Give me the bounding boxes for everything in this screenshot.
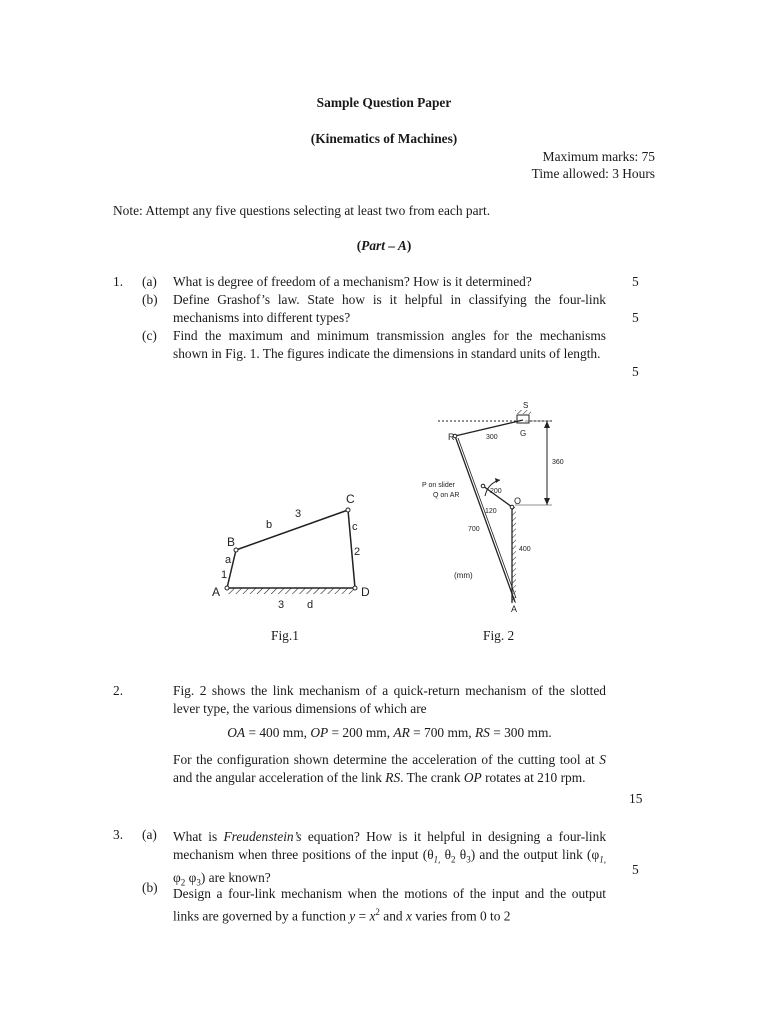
fig1-joint-d	[353, 586, 357, 590]
q1-number: 1.	[113, 274, 124, 289]
time-allowed: Time allowed: 3 Hours	[531, 166, 655, 181]
paper-title: Sample Question Paper	[316, 95, 452, 110]
q3a-marks: 5	[632, 862, 639, 877]
q2-number: 2.	[113, 683, 124, 698]
q2-dimensions: OA = 400 mm, OP = 200 mm, AR = 700 mm, RS = 300 mm.	[227, 725, 552, 740]
paper-subject: (Kinematics of Machines)	[310, 131, 458, 146]
q3a-text: What is Freudenstein’s equation? How is it helpful in designing a four-link mechanism when three positions of the input ($\theta_{1,}$ $\theta_2$ $\theta_3$) and the output link ($\varphi_{1,}$ $\varphi_2$ $\varphi_3$) are known?	[173, 829, 607, 888]
q1a-marks: 5	[632, 274, 639, 289]
q3b-label: (b)	[142, 880, 158, 895]
fig1-ground-hatch	[227, 588, 355, 594]
max-marks: Maximum marks: 75	[542, 149, 655, 164]
fig1-label-len-cd: 2	[354, 546, 361, 558]
fig2-label-a: A	[511, 604, 518, 614]
fig1-label-link-d: d	[307, 599, 314, 610]
fig2-label-300: 300	[486, 434, 498, 441]
fig2-label-120: 120	[485, 508, 497, 515]
fig1-joint-a	[225, 586, 229, 590]
fig2-label-pos1: P on slider	[422, 482, 455, 489]
part-a-heading: (Part – A)	[356, 238, 412, 253]
instructions-note: Note: Attempt any five questions selecting at least two from each part.	[113, 203, 491, 218]
q1b-marks: 5	[632, 310, 639, 325]
q2-body: For the configuration shown determine the acceleration of the cutting tool at S and the angular acceleration of the link RS. The crank OP rotates at 210 rpm.	[173, 752, 606, 785]
q1c-marks: 5	[632, 364, 639, 379]
fig2-label-360: 360	[552, 459, 564, 466]
fig2-label-unit: (mm)	[454, 571, 473, 580]
fig1-label-c: C	[346, 492, 355, 506]
fig2-slider-hatch	[515, 410, 531, 414]
fig2-ground-hatch	[512, 507, 516, 603]
fig2-label-r: R	[448, 432, 455, 442]
fig1-label-a: A	[212, 585, 221, 599]
q1b-text: Define Grashof’s law. State how is it helpful in classifying the four-link mechanisms into different types?	[173, 292, 606, 325]
fig2-label-g: G	[520, 429, 527, 438]
fig1-joint-c	[346, 508, 350, 512]
fig1-link-bc	[236, 510, 348, 550]
fig2-label-400: 400	[519, 546, 531, 553]
q3b-text: Design a four-link mechanism when the motions of the input and the output links are governed by a function $y = x^2$ and x varies from 0 to 2	[173, 886, 606, 924]
fig1-caption: Fig.1	[271, 628, 299, 643]
fig1-label-len-bc: 3	[295, 508, 302, 520]
fig2-joint-p	[481, 484, 485, 488]
q3-number: 3.	[113, 827, 124, 842]
fig2-slider	[517, 415, 529, 423]
fig2-dim-arrow-top	[544, 421, 550, 428]
q1c-text: Find the maximum and minimum transmission angles for the mechanisms shown in Fig. 1. The figures indicate the dimensions in standard units of length.	[173, 328, 606, 361]
fig2-label-o: O	[514, 496, 522, 506]
fig2-rotation-arrowhead	[495, 478, 500, 483]
fig2-dim-arrow-bottom	[544, 498, 550, 505]
figure-1-four-bar	[205, 490, 385, 610]
q1a-text: What is degree of freedom of a mechanism? How is it determined?	[173, 274, 532, 289]
fig1-label-len-ab: 1	[221, 569, 228, 581]
fig1-label-d: D	[361, 585, 370, 599]
q1c-label: (c)	[142, 328, 157, 343]
fig1-label-link-a: a	[225, 554, 232, 566]
fig2-label-pos2: Q on AR	[433, 492, 460, 499]
figure-2-quick-return	[420, 398, 570, 618]
fig1-label-b: B	[227, 535, 236, 549]
fig1-label-link-b: b	[266, 519, 273, 531]
fig2-caption: Fig. 2	[483, 628, 515, 643]
fig2-label-700: 700	[468, 526, 480, 533]
q1b-label: (b)	[142, 292, 158, 307]
q1a-label: (a)	[142, 274, 157, 289]
fig1-label-len-ad: 3	[278, 599, 285, 610]
fig2-label-200: 200	[490, 488, 502, 495]
q2-marks: 15	[629, 791, 643, 806]
fig1-label-link-c: c	[352, 521, 358, 533]
q3a-label: (a)	[142, 827, 157, 842]
q2-intro: Fig. 2 shows the link mechanism of a quick-return mechanism of the slotted lever type, the various dimensions of which are	[173, 683, 606, 716]
fig2-label-s: S	[523, 401, 529, 410]
